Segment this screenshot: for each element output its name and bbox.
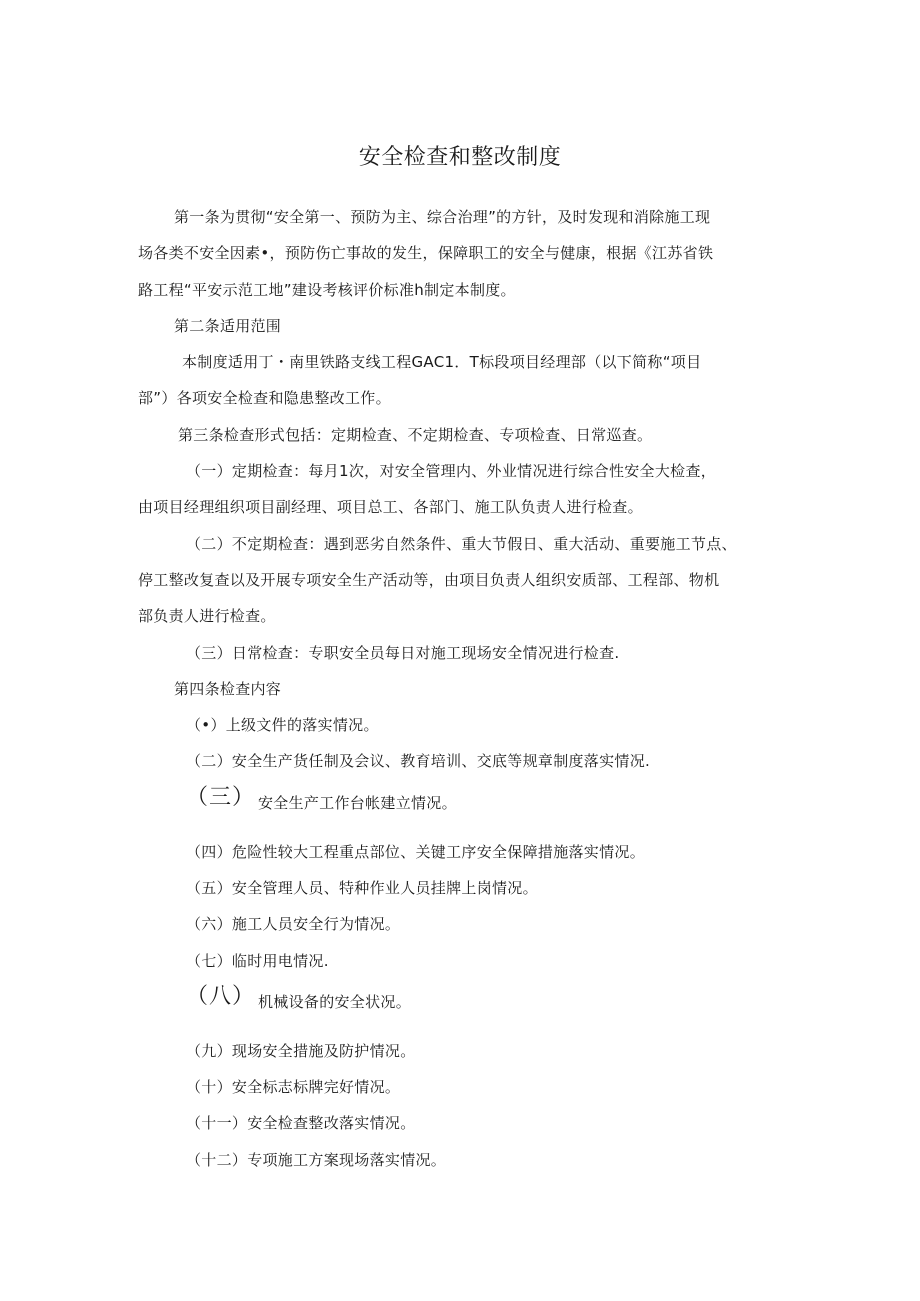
paragraph-line: 部负责人进行检查。	[138, 607, 276, 625]
paragraph-line: 第一条为贯彻“安全第一、预防为主、综合治理”的方针，及时发现和消除施工现	[174, 208, 711, 226]
paragraph-line: （三）日常检查：专职安全员每日对施工现场安全情况进行检查.	[186, 644, 620, 662]
list-item: （七）临时用电情况.	[186, 952, 329, 970]
section-heading: 第二条适用范围	[174, 317, 282, 335]
list-item: （四）危险性较大工程重点部位、关键工序安全保障措施落实情况。	[186, 843, 646, 861]
list-item: （二）安全生产货任制及会议、教育培训、交底等规章制度落实情况.	[186, 752, 651, 770]
list-item: （五）安全管理人员、特种作业人员挂牌上岗情况。	[186, 879, 538, 897]
paragraph-line: （二）不定期检查：遇到恶劣自然条件、重大节假日、重大活动、重要施工节点、	[186, 535, 737, 553]
paragraph-line: 第三条检查形式包括：定期检查、不定期检查、专项检查、日常巡查。	[178, 426, 653, 444]
list-item: 安全生产工作台帐建立情况。	[258, 794, 457, 812]
list-item-marker: （八）	[186, 984, 256, 1009]
list-item: （六）施工人员安全行为情况。	[186, 915, 401, 933]
paragraph-line: （一）定期检查：每月1次，对安全管理内、外业情况进行综合性安全大检查，	[186, 462, 717, 480]
list-item: 机械设备的安全状况。	[258, 993, 412, 1011]
list-item: （十）安全标志标牌完好情况。	[186, 1078, 401, 1096]
list-item: （九）现场安全措施及防护情况。	[186, 1042, 416, 1060]
document-title: 安全检查和整改制度	[358, 145, 562, 170]
list-item-marker: （三）	[186, 785, 256, 810]
paragraph-line: 本制度适用丁・南里铁路支线工程GAC1．T标段项目经理部（以下简称“项目	[182, 353, 702, 371]
list-item: （•）上级文件的落实情况。	[186, 716, 379, 734]
paragraph-line: 停工整改复查以及开展专项安全生产活动等，由项目负责人组织安质部、工程部、物机	[138, 571, 720, 589]
paragraph-line: 路工程“平安示范工地”建设考核评价标准h制定本制度。	[138, 281, 516, 299]
paragraph-line: 部”）各项安全检查和隐患整改工作。	[138, 389, 391, 407]
list-item: （十一）安全检查整改落实情况。	[186, 1114, 416, 1132]
paragraph-line: 场各类不安全因素•，预防伤亡事故的发生，保障职工的安全与健康，根据《江苏省铁	[138, 244, 714, 262]
section-heading: 第四条检查内容	[174, 680, 282, 698]
list-item: （十二）专项施工方案现场落实情况。	[186, 1151, 447, 1169]
paragraph-line: 由项目经理组织项目副经理、项目总工、各部门、施工队负责人进行检查。	[138, 498, 643, 516]
